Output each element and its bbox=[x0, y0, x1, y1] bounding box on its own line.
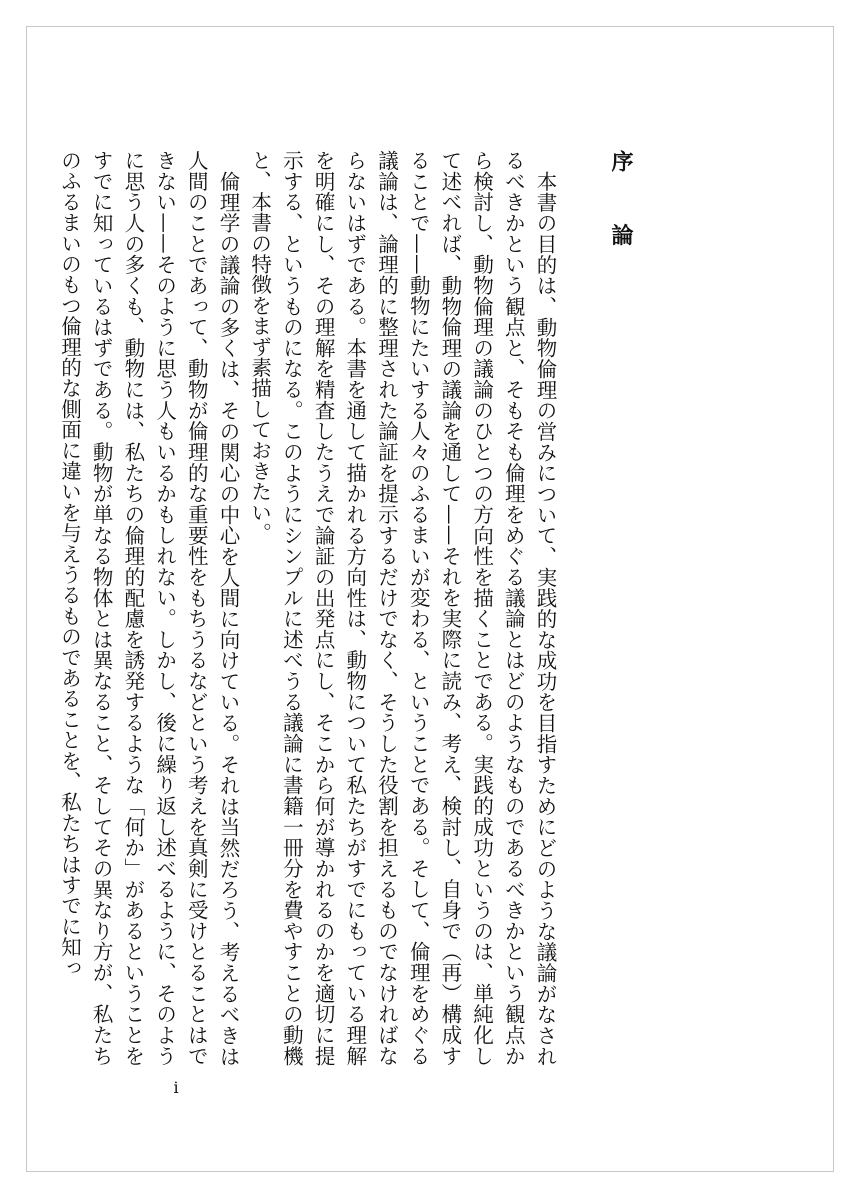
paragraph-1: 本書の目的は、動物倫理の営みについて、実践的な成功を目指すためにどのような議論がなされるべきかという観点と、そもそも倫理をめぐる議論とはどのようなものであるべきかという観点から検討し、動物倫理の議論のひとつの方向性を描くことである。実践的成功というのは、単純化して述べれば、動物倫理の議論を通して——それを実際に読み、考え、検討し、自身で（再）構成することで——動物にたいする人々のふるまいが変わる、ということである。そして、倫理をめぐる議論は、論理的に整理された論証を提示するだけでなく、そうした役割を担えるものでなければならないはずである。本書を通して描かれる方向性は、動物について私たちがすでにもっている理解を明確にし、その理解を精査したうえで論証の出発点にし、そこから何が導かれるのかを適切に提示する、というものになる。このようにシンプルに述べうる議論に書籍一冊分を費やすことの動機と、本書の特徴をまず素描しておきたい。 bbox=[247, 150, 557, 1066]
body-text bbox=[57, 150, 560, 1066]
paragraph-2: 倫理学の議論の多くは、その関心の中心を人間に向けている。それは当然だろう、考えるべきは人間のことであって、動物が倫理的な重要性をもちうるなどという考えを真剣に受けとることはできない——そのように思う人もいるかもしれない。しかし、後に繰り返し述べるように、そのように思う人の多くも、動物には、私たちの倫理的配慮を誘発するような「何か」があるということをすでに知っているはずである。動物が単なる物体とは異なること、そしてその異なり方が、私たちのふるまいのもつ倫理的な側面に違いを与えうるものであることを、私たちはすでに知っ bbox=[57, 150, 240, 1066]
page-number: i bbox=[173, 1078, 179, 1097]
chapter-title: 序 論 bbox=[608, 150, 634, 268]
